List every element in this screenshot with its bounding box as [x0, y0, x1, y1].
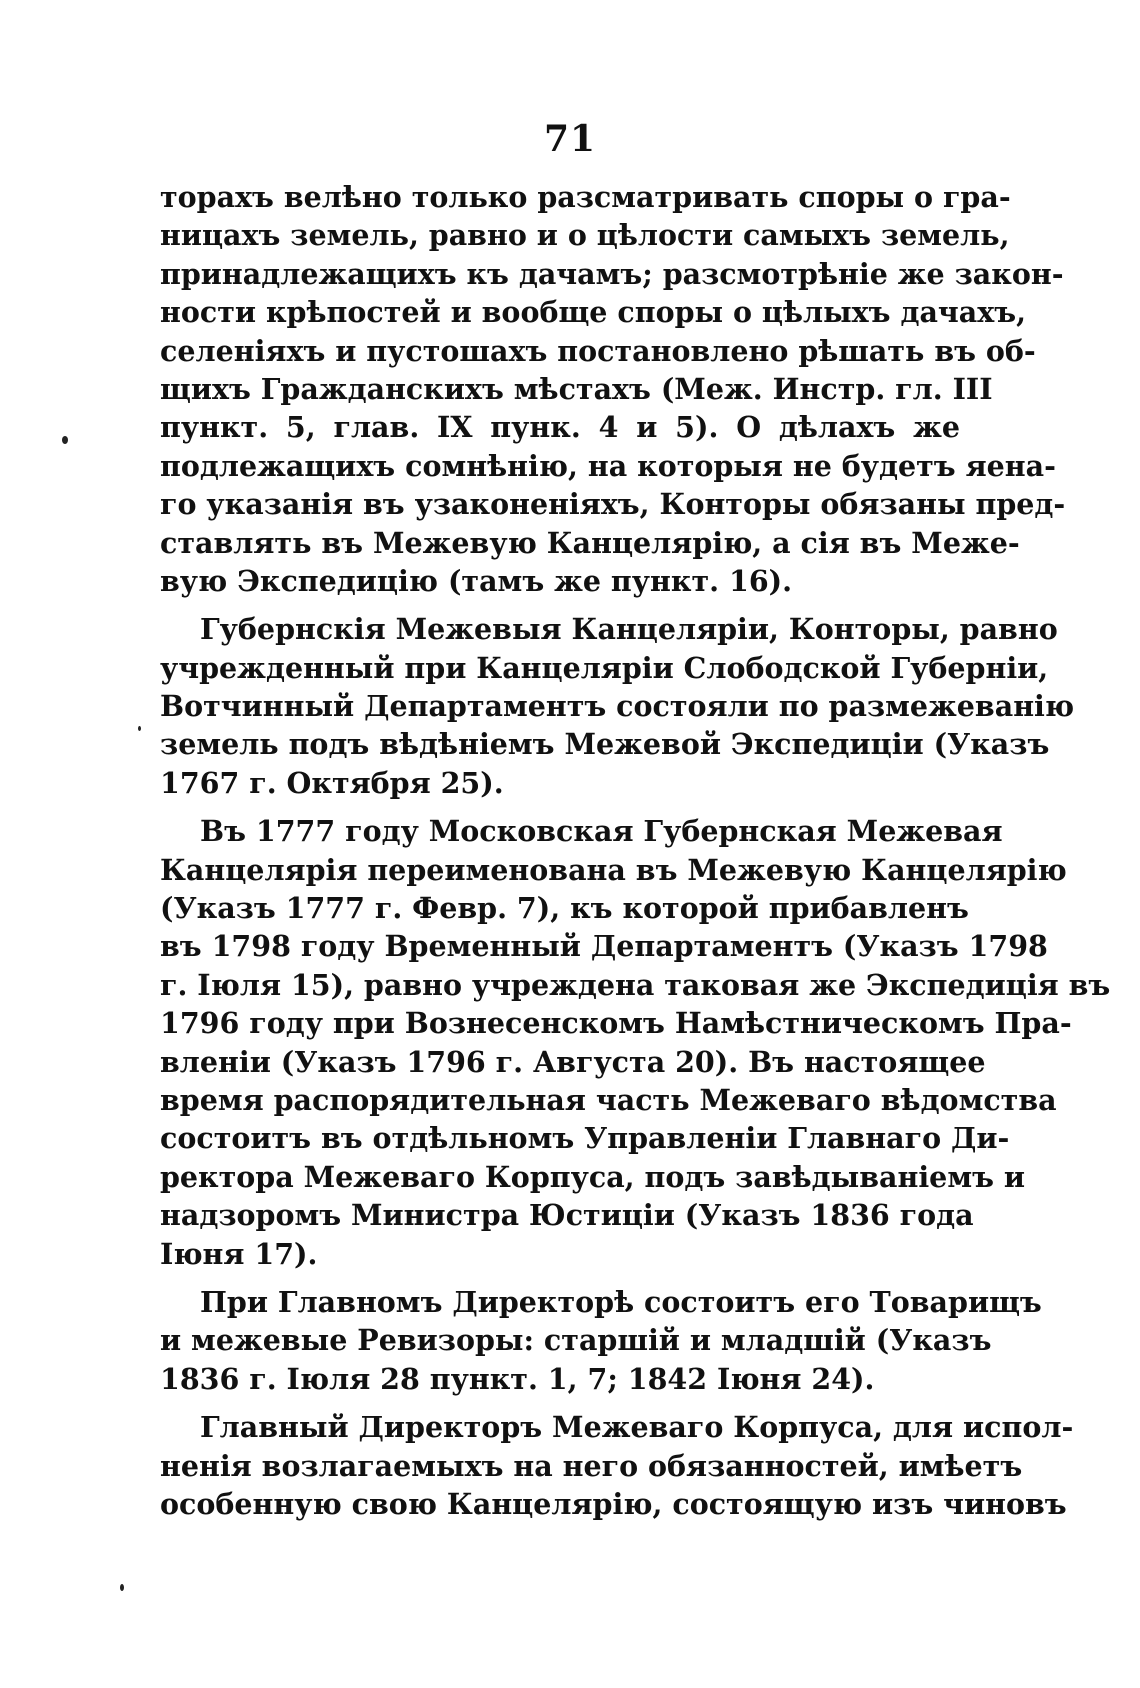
text-line: г. Іюля 15), равно учреждена таковая же Экспедиція въ: [160, 967, 1111, 1002]
text-line: время распорядительная часть Межеваго вѣдомства: [160, 1082, 1057, 1117]
text-line: Канцелярія переименована въ Межевую Канцелярію: [160, 852, 1067, 887]
text-line: ректора Межеваго Корпуса, подъ завѣдываніемъ и: [160, 1159, 1025, 1194]
text-line: ницахъ земель, равно и о цѣлости самыхъ земель,: [160, 218, 1010, 253]
text-line: Іюня 17).: [160, 1236, 318, 1271]
text-line: въ 1798 году Временный Департаментъ (Указъ 1798: [160, 929, 1048, 964]
text-line: щихъ Гражданскихъ мѣстахъ (Меж. Инстр. гл. III: [160, 371, 993, 406]
scan-speck: [62, 436, 68, 444]
paragraph-1: [160, 178, 1066, 600]
text-line: вленіи (Указъ 1796 г. Августа 20). Въ настоящее: [160, 1044, 986, 1079]
paragraph-3: [160, 812, 1111, 1273]
text-line: Губернскія Межевыя Канцеляріи, Конторы, равно: [200, 612, 1058, 647]
text-line: состоитъ въ отдѣльномъ Управленіи Главнаго Ди-: [160, 1121, 1010, 1156]
body-text: [160, 178, 1111, 1523]
text-line: ненія возлагаемыхъ на него обязанностей, имѣетъ: [160, 1448, 1023, 1483]
text-line: пункт. 5, глав. IX пунк. 4 и 5). О дѣлахъ же: [160, 410, 960, 445]
text-line: земель подъ вѣдѣніемъ Межевой Экспедиціи (Указъ: [160, 727, 1050, 762]
text-line: ставлять въ Межевую Канцелярію, а сія въ Меже-: [160, 525, 1020, 560]
text-line: подлежащихъ сомнѣнію, на которыя не будетъ яена-: [160, 448, 1056, 483]
paragraph-2: [160, 610, 1075, 802]
text-line: Вотчинный Департаментъ состояли по размежеванію: [160, 689, 1075, 724]
text-line: 1767 г. Октября 25).: [160, 765, 504, 800]
text-line: 1796 году при Вознесенскомъ Намѣстническомъ Пра-: [160, 1006, 1072, 1041]
text-line: го указанія въ узаконеніяхъ, Конторы обязаны пред-: [160, 487, 1066, 522]
page-number: 71: [543, 118, 597, 160]
text-line: селеніяхъ и пустошахъ постановлено рѣшать въ об-: [160, 333, 1036, 368]
scan-speck: [138, 726, 141, 731]
text-line: надзоромъ Министра Юстиціи (Указъ 1836 года: [160, 1198, 974, 1233]
text-line: торахъ велѣно только разсматривать споры о гра-: [160, 180, 1011, 214]
scan-speck: [120, 1584, 124, 1591]
text-line: ности крѣпостей и вообще споры о цѣлыхъ дачахъ,: [160, 295, 1027, 330]
text-line: учрежденный при Канцеляріи Слободской Губерніи,: [160, 650, 1049, 685]
text-line: вую Экспедицію (тамъ же пункт. 16).: [160, 563, 793, 598]
paragraph-4: [160, 1283, 1042, 1398]
text-line: и межевые Ревизоры: старшій и младшій (Указъ: [160, 1323, 992, 1358]
text-line: 1836 г. Іюля 28 пункт. 1, 7; 1842 Іюня 24).: [160, 1361, 875, 1396]
text-line: принадлежащихъ къ дачамъ; разсмотрѣніе же закон-: [160, 256, 1064, 291]
text-line: (Указъ 1777 г. Февр. 7), къ которой прибавленъ: [160, 891, 969, 926]
paragraph-5: [160, 1408, 1074, 1523]
text-line: Въ 1777 году Московская Губернская Межевая: [200, 814, 1003, 849]
text-line: особенную свою Канцелярію, состоящую изъ чиновъ: [160, 1486, 1067, 1521]
text-line: Главный Директоръ Межеваго Корпуса, для испол-: [200, 1410, 1074, 1445]
text-line: При Главномъ Директорѣ состоитъ его Товарищъ: [200, 1284, 1042, 1319]
